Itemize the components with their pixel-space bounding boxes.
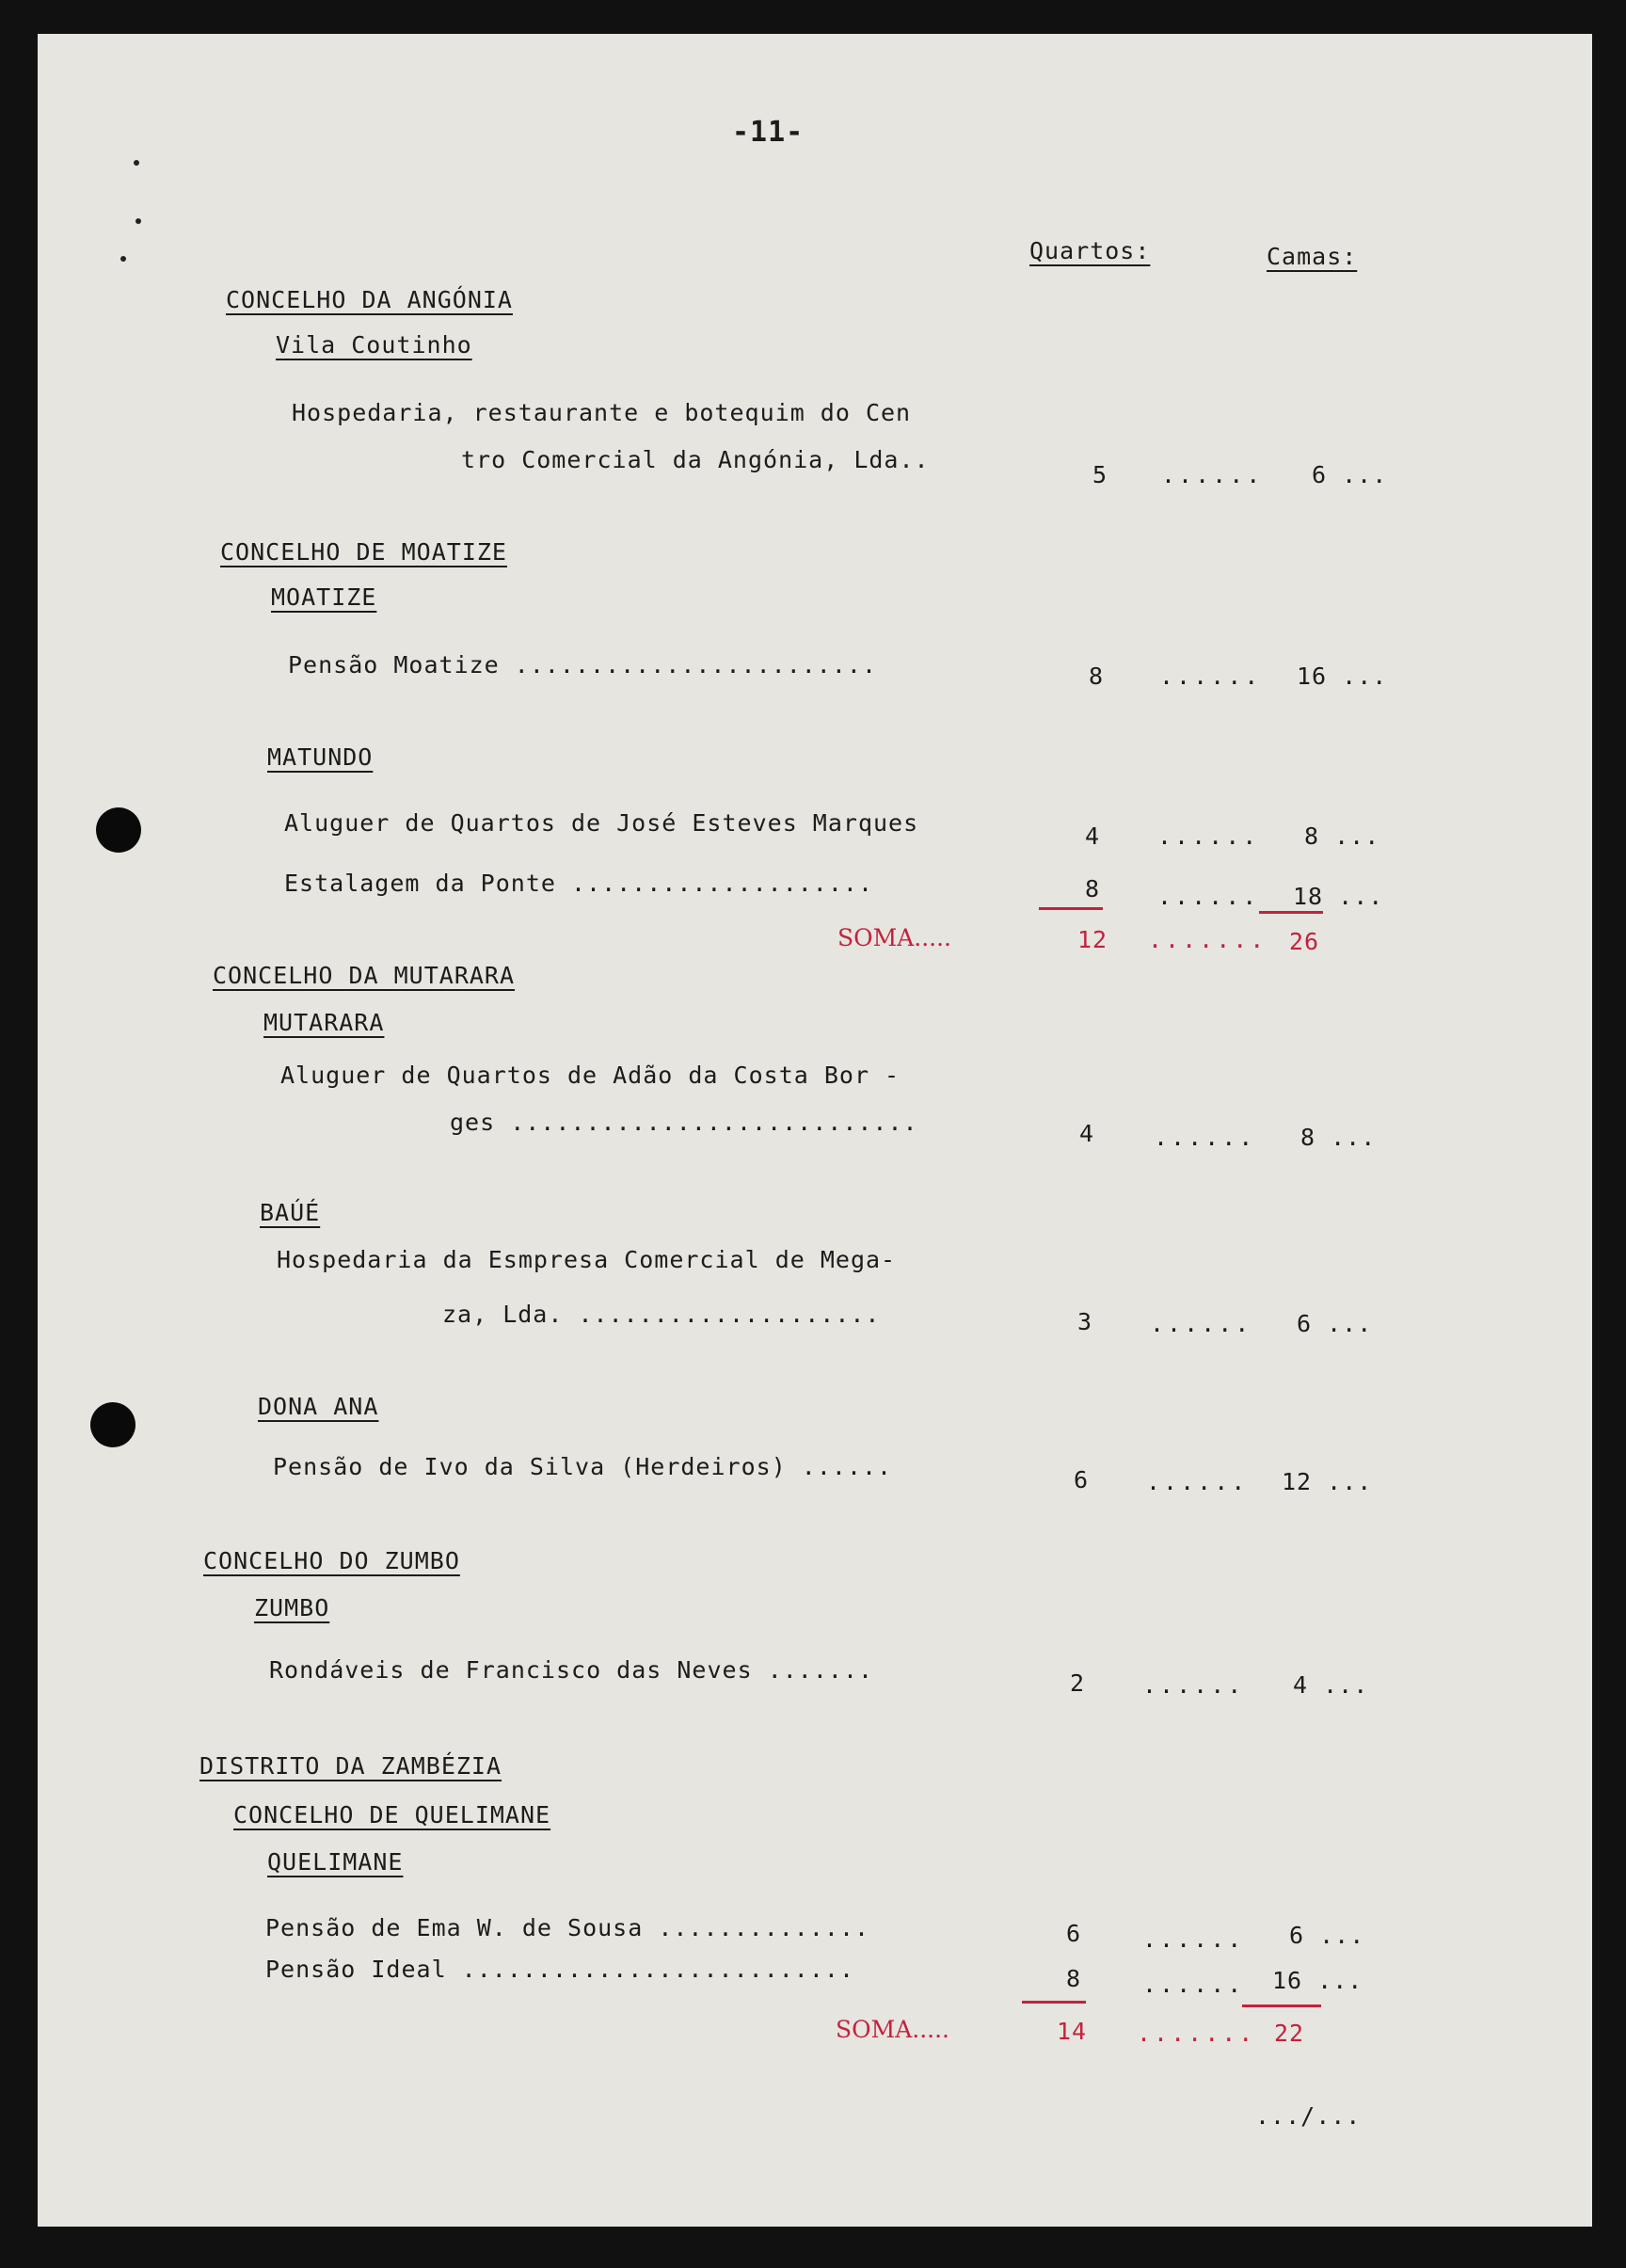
page-number: -11- bbox=[732, 116, 805, 149]
beds-value: 16 ... bbox=[1297, 663, 1388, 690]
header-beds: Camas: bbox=[1267, 243, 1358, 270]
subtotal-dots: ....... bbox=[1148, 926, 1267, 953]
subtotal-rule bbox=[1242, 2004, 1321, 2007]
section-title: CONCELHO DE MOATIZE bbox=[220, 538, 507, 566]
rooms-value: 8 bbox=[1084, 875, 1101, 902]
rooms-value: 4 bbox=[1078, 1120, 1095, 1147]
entry-name: Pensão de Ema W. de Sousa .............. bbox=[265, 1914, 870, 1941]
section-title: CONCELHO DE QUELIMANE bbox=[233, 1801, 551, 1829]
beds-value: 8 ... bbox=[1300, 1124, 1377, 1151]
beds-value: 4 ... bbox=[1293, 1671, 1369, 1699]
locality-name: DONA ANA bbox=[258, 1393, 379, 1420]
dot-leader: ...... bbox=[1142, 1671, 1245, 1699]
dot-leader: ...... bbox=[1142, 1971, 1245, 1998]
header-rooms: Quartos: bbox=[1029, 237, 1151, 264]
locality-name: ZUMBO bbox=[254, 1594, 330, 1621]
entry-name: Pensão de Ivo da Silva (Herdeiros) ...... bbox=[273, 1453, 893, 1480]
entry-name: Aluguer de Quartos de Adão da Costa Bor - bbox=[280, 1062, 901, 1089]
dot-leader: ...... bbox=[1146, 1468, 1249, 1495]
document-page bbox=[38, 34, 1592, 2227]
subtotal-dots: ....... bbox=[1137, 2020, 1256, 2047]
subtotal-beds: 26 bbox=[1289, 928, 1320, 955]
beds-value: 6 ... bbox=[1289, 1922, 1365, 1949]
dot-leader: ...... bbox=[1159, 663, 1262, 690]
dot-leader: ...... bbox=[1157, 823, 1260, 850]
beds-value: 6 ... bbox=[1297, 1310, 1373, 1337]
dot-leader: ...... bbox=[1157, 883, 1260, 910]
subtotal-label: SOMA..... bbox=[836, 2016, 950, 2043]
dot-leader: ...... bbox=[1161, 461, 1264, 488]
subtotal-rooms: 12 bbox=[1076, 926, 1108, 953]
rooms-value: 2 bbox=[1069, 1669, 1086, 1697]
entry-name-cont: za, Lda. .................... bbox=[442, 1301, 881, 1328]
locality-name: BAÚÉ bbox=[260, 1199, 321, 1226]
entry-name: Hospedaria, restaurante e botequim do Cen bbox=[292, 399, 912, 426]
locality-name: QUELIMANE bbox=[267, 1848, 404, 1876]
entry-name: Estalagem da Ponte .................... bbox=[284, 870, 873, 897]
entry-name: Pensão Ideal .......................... bbox=[265, 1956, 854, 1983]
continuation-mark: .../... bbox=[1255, 2102, 1362, 2130]
beds-value: 6 ... bbox=[1312, 461, 1388, 488]
entry-name-cont: tro Comercial da Angónia, Lda.. bbox=[461, 446, 930, 473]
punch-hole-top bbox=[96, 807, 141, 853]
punch-hole-bottom bbox=[90, 1402, 136, 1447]
section-title: CONCELHO DA ANGÓNIA bbox=[226, 286, 513, 313]
rooms-value: 8 bbox=[1065, 1965, 1082, 1992]
beds-value: 16 ... bbox=[1272, 1967, 1363, 1994]
beds-value: 12 ... bbox=[1282, 1468, 1373, 1495]
entry-name: Aluguer de Quartos de José Esteves Marques bbox=[284, 809, 919, 837]
entry-name: Hospedaria da Esmpresa Comercial de Mega- bbox=[277, 1246, 897, 1273]
dot-leader: ...... bbox=[1154, 1124, 1256, 1151]
section-title: CONCELHO DA MUTARARA bbox=[213, 962, 516, 989]
rooms-value: 5 bbox=[1092, 461, 1108, 488]
subtotal-label: SOMA..... bbox=[837, 924, 952, 951]
speck bbox=[136, 218, 141, 224]
rooms-value: 6 bbox=[1073, 1466, 1090, 1493]
beds-value: 18 ... bbox=[1293, 883, 1384, 910]
entry-name: Pensão Moatize ........................ bbox=[288, 651, 877, 679]
beds-value: 8 ... bbox=[1304, 823, 1380, 850]
entry-name: Rondáveis de Francisco das Neves ....... bbox=[269, 1656, 874, 1684]
rooms-value: 4 bbox=[1084, 823, 1101, 850]
section-title: CONCELHO DO ZUMBO bbox=[203, 1547, 460, 1574]
locality-name: MATUNDO bbox=[267, 743, 374, 771]
rooms-value: 3 bbox=[1076, 1308, 1093, 1335]
rooms-value: 8 bbox=[1088, 663, 1105, 690]
subtotal-rule bbox=[1022, 2001, 1086, 2004]
entry-name-cont: ges ........................... bbox=[450, 1109, 918, 1136]
district-title: DISTRITO DA ZAMBÉZIA bbox=[199, 1752, 502, 1780]
subtotal-beds: 22 bbox=[1274, 2020, 1305, 2047]
locality-name: MOATIZE bbox=[271, 583, 377, 611]
rooms-value: 6 bbox=[1065, 1920, 1082, 1947]
dot-leader: ...... bbox=[1142, 1925, 1245, 1953]
locality-name: MUTARARA bbox=[263, 1009, 385, 1036]
subtotal-rule bbox=[1039, 907, 1103, 910]
subtotal-rule bbox=[1259, 911, 1323, 914]
dot-leader: ...... bbox=[1150, 1310, 1252, 1337]
speck bbox=[134, 160, 139, 166]
subtotal-rooms: 14 bbox=[1056, 2018, 1088, 2045]
locality-name: Vila Coutinho bbox=[276, 331, 472, 359]
speck bbox=[120, 256, 126, 262]
